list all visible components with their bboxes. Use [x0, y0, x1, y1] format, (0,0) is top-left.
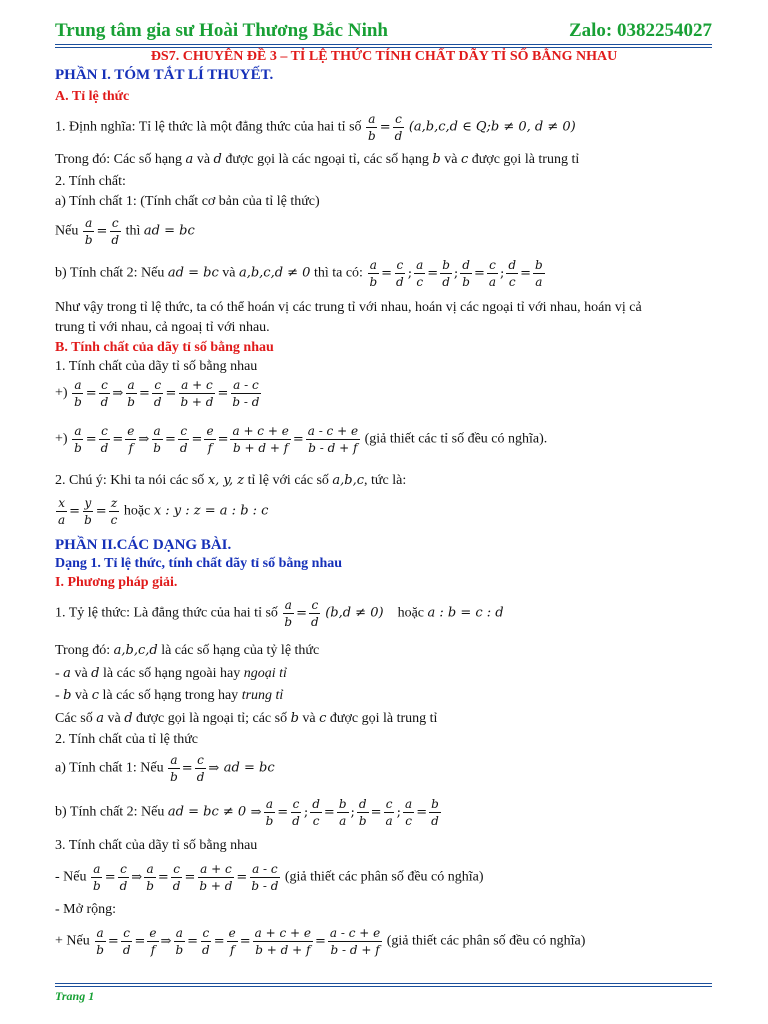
part2-heading: PHẦN II.CÁC DẠNG BÀI.	[55, 537, 232, 553]
doc-title: ĐS7. CHUYÊN ĐỀ 3 – TỈ LỆ THỨC TÍNH CHẤT DÃY TỈ SỐ BẰNG NHAU	[150, 49, 618, 64]
terms-line: Trong đó: Các số hạng a và d được gọi là các ngoại tỉ, các số hạng b và c được gọi là trung tỉ	[55, 152, 580, 167]
header-center-name: Trung tâm gia sư Hoài Thương Bắc Ninh	[55, 20, 388, 41]
method-heading: I. Phương pháp giải.	[55, 575, 178, 590]
type-1-heading: Dạng 1. Tỉ lệ thức, tính chất dãy tỉ số bằng nhau	[55, 556, 343, 571]
part2-series-formula: - Nếu $\frac{a}{b}$ = $\frac{c}{d}$ ⇒ $\frac{a}{b}$ = $\frac{c}{d}$ = $\frac{a + c}{b + d}$ = $\frac{a - c}{b - d}$ (giả thiết các phân số đều có nghĩa)	[55, 862, 484, 893]
series-ratio-formula-1: +) $\frac{a}{b}$ = $\frac{c}{d}$ ⇒ $\frac{a}{b}$ = $\frac{c}{d}$ = $\frac{a + c}{b + d}$ = $\frac{a - c}{b - d}$	[55, 378, 260, 409]
extension-title: - Mở rộng:	[55, 902, 117, 917]
permutation-line-1: Như vậy trong tỉ lệ thức, ta có thể hoán vị các trung tỉ với nhau, hoán vị các ngoại tỉ với nhau, hoán vị cả	[55, 300, 642, 315]
part1-heading: PHẦN I. TÓM TẮT LÍ THUYẾT.	[55, 67, 274, 83]
page-header	[55, 20, 712, 42]
extremes-means-line: Các số a và d được gọi là ngoại tỉ; các số b và c được gọi là trung tỉ	[55, 711, 438, 726]
definition-line: 1. Định nghĩa: Tỉ lệ thức là một đẳng thức của hai tỉ số $\frac{a}{b}$ = $\frac{c}{d}$ (a,b,c,d ∈ Q;b ≠ 0, d ≠ 0)	[55, 112, 576, 143]
property-1-title: a) Tính chất 1: (Tính chất cơ bản của tỉ lệ thức)	[55, 194, 320, 209]
header-zalo: Zalo: 0382254027	[568, 20, 712, 41]
header-rule	[55, 44, 712, 45]
property-1-formula: Nếu $\frac{a}{b}$ = $\frac{c}{d}$ thì ad = bc	[55, 216, 195, 247]
series-ratio-formula-2: +) $\frac{a}{b}$ = $\frac{c}{d}$ = $\frac{e}{f}$ ⇒ $\frac{a}{b}$ = $\frac{c}{d}$ = $\frac{e}{f}$ = $\frac{a + c + e}{b + d + f}$ = $\frac{a - c + e}{b - d + f}$ (giả thiết các tỉ số đều có nghĩa).	[55, 424, 548, 455]
proportion-definition: 1. Tỷ lệ thức: Là đẳng thức của hai tỉ số $\frac{a}{b}$ = $\frac{c}{d}$ (b,d ≠ 0) hoặc a : b = c : d	[55, 598, 504, 629]
header-rule-2	[55, 47, 712, 48]
extension-formula: + Nếu $\frac{a}{b}$ = $\frac{c}{d}$ = $\frac{e}{f}$ ⇒ $\frac{a}{b}$ = $\frac{c}{d}$ = $\frac{e}{f}$ = $\frac{a + c + e}{b + d + f}$ = $\frac{a - c + e}{b - d + f}$ (giả thiết các phân số đều có nghĩa)	[55, 926, 586, 957]
frac-eq-a-b-c-d: $\frac{a}{b}$ = $\frac{c}{d}$	[368, 112, 403, 143]
properties-title: 2. Tính chất:	[55, 174, 126, 189]
note-formula: $\frac{x}{a}$ = $\frac{y}{b}$ = $\frac{z}{c}$ hoặc x : y : z = a : b : c	[58, 496, 269, 527]
outer-terms-line: - a và d là các số hạng ngoài hay ngoại tỉ	[55, 666, 287, 681]
part2-property-1: a) Tính chất 1: Nếu $\frac{a}{b}$ = $\frac{c}{d}$ ⇒ ad = bc	[55, 753, 275, 784]
property-2-formula: b) Tính chất 2: Nếu ad = bc và a,b,c,d ≠ 0 thì ta có: $\frac{a}{b}$ = $\frac{c}{d}$ ; $\frac{a}{c}$ = $\frac{b}{d}$ ; $\frac{d}{b}$ = $\frac{c}{a}$ ; $\frac{d}{c}$ = $\frac{b}{a}$	[55, 258, 543, 289]
section-a-heading: A. Tỉ lệ thức	[55, 89, 130, 104]
part2-property-2: b) Tính chất 2: Nếu ad = bc ≠ 0 ⇒ $\frac{a}{b}$ = $\frac{c}{d}$ ; $\frac{d}{c}$ = $\frac{b}{a}$ ; $\frac{d}{b}$ = $\frac{c}{a}$ ; $\frac{a}{c}$ = $\frac{b}{d}$	[55, 797, 439, 828]
terms-where-line: Trong đó: a,b,c,d là các số hạng của tỷ lệ thức	[55, 643, 320, 658]
footer-rule	[55, 983, 712, 984]
section-b-heading: B. Tính chất của dãy tỉ số bằng nhau	[55, 340, 274, 355]
page-number: Trang 1	[55, 989, 95, 1003]
note-line: 2. Chú ý: Khi ta nói các số x, y, z tỉ lệ với các số a,b,c, tức là:	[55, 473, 407, 488]
proportion-properties-title: 2. Tính chất của tỉ lệ thức	[55, 732, 199, 747]
permutation-line-2: trung tỉ với nhau, cả ngoaị tỉ với nhau.	[55, 320, 270, 335]
footer-rule-2	[55, 986, 712, 987]
section-b-property-title: 1. Tính chất của dãy tỉ số bằng nhau	[55, 359, 258, 374]
inner-terms-line: - b và c là các số hạng trong hay trung tỉ	[55, 688, 284, 703]
series-properties-title: 3. Tính chất của dãy tỉ số bằng nhau	[55, 838, 258, 853]
